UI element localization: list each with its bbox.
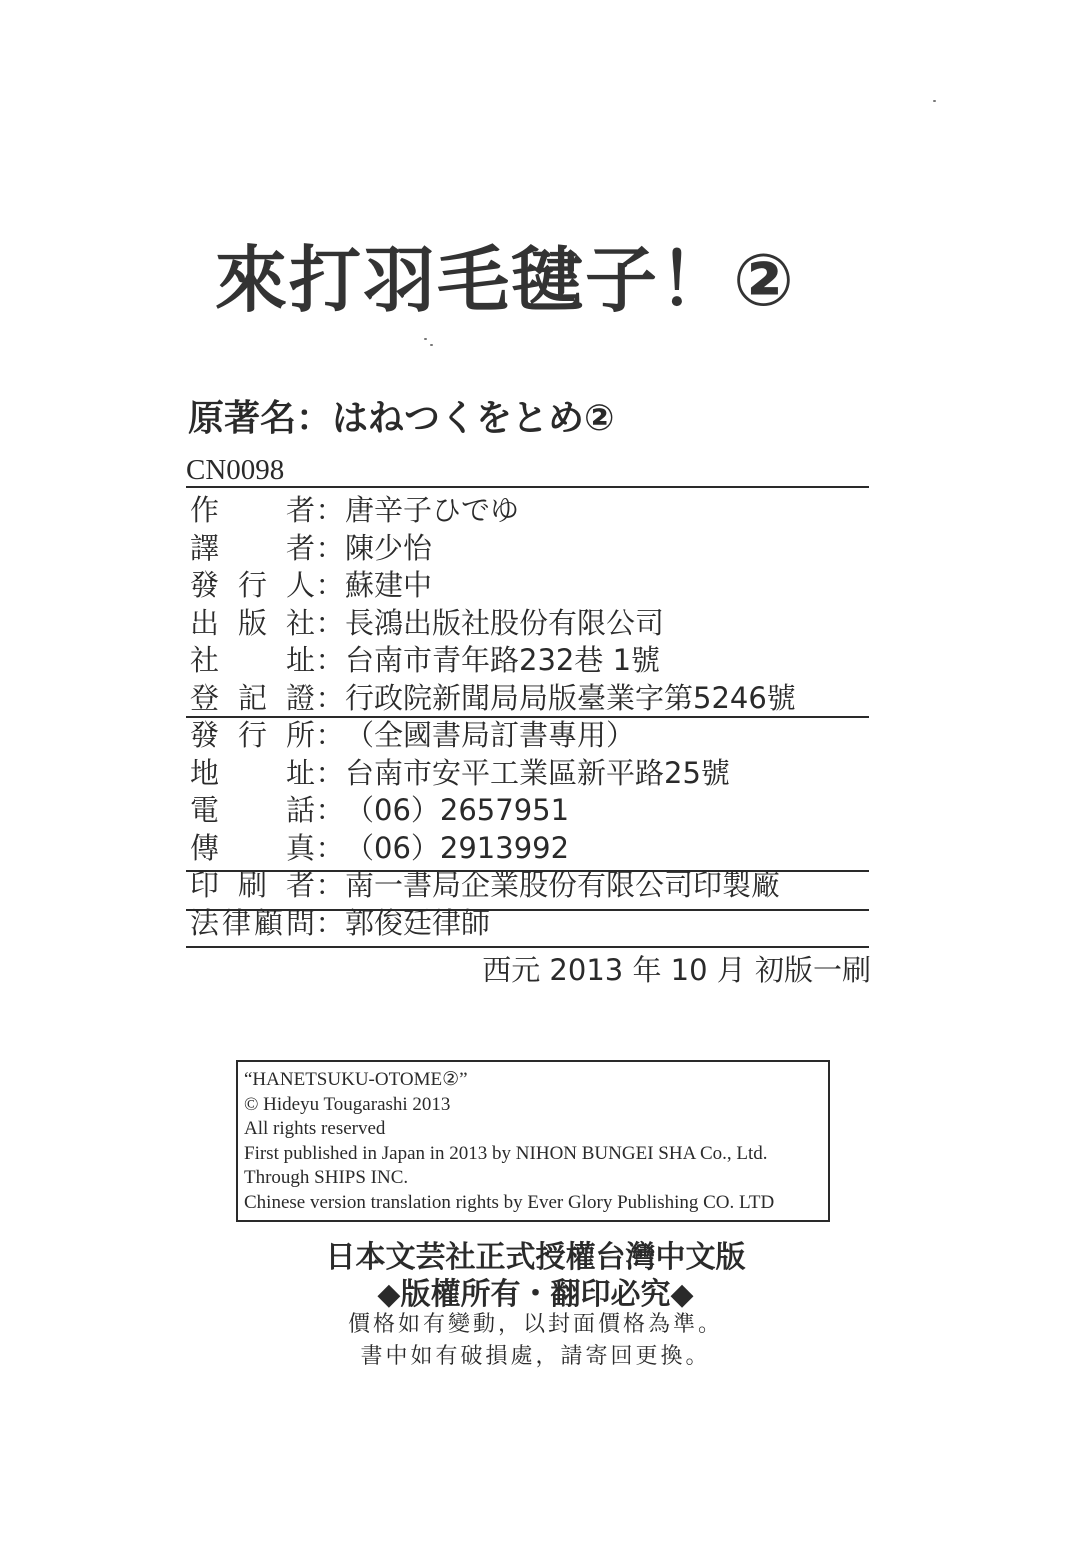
- credit-row: [190, 792, 870, 830]
- credit-label: [190, 905, 315, 940]
- credit-label-char: 址: [285, 755, 315, 790]
- credit-colon: ：: [315, 568, 345, 603]
- credit-row: [190, 492, 870, 530]
- credit-label-char: 法: [190, 905, 220, 940]
- credit-label-char: 者: [285, 493, 315, 528]
- scan-speck: [933, 100, 936, 102]
- credit-label-char: 所: [285, 718, 315, 753]
- credit-label-char: 社: [285, 605, 315, 640]
- credit-row: [190, 830, 870, 868]
- credit-label: [190, 643, 315, 678]
- credit-value: 蘇建中: [345, 568, 433, 603]
- credit-colon: ：: [315, 493, 345, 528]
- credit-label-char: 傳: [190, 830, 220, 865]
- credit-row: [190, 905, 870, 943]
- credit-label-char: 話: [285, 793, 315, 828]
- copyright-line: Through SHIPS INC.: [244, 1167, 409, 1189]
- credit-colon: ：: [315, 530, 345, 565]
- credit-value: 陳少怡: [345, 530, 433, 565]
- book-title: 來打羽毛毽子！②: [215, 238, 796, 322]
- edition-date: 西元 2013 年 10 月 初版一刷: [482, 953, 871, 987]
- credit-row: [190, 567, 870, 605]
- credit-label-char: 行: [237, 718, 267, 753]
- credit-label-char: 刷: [237, 868, 267, 903]
- credit-value: 台南市安平工業區新平路25號: [345, 755, 730, 790]
- credit-label-char: 者: [285, 868, 315, 903]
- credit-colon: ：: [315, 905, 345, 940]
- credit-value: 唐辛子ひでゆ: [345, 493, 520, 528]
- credit-value: （全國書局訂書專用）: [345, 718, 636, 753]
- credit-label-char: 地: [190, 755, 220, 790]
- credit-label-char: 出: [190, 605, 220, 640]
- credit-colon: ：: [315, 680, 345, 715]
- copyright-lines: [244, 1068, 774, 1216]
- copyright-line: Chinese version translation rights by Ever Glory Publishing CO. LTD: [244, 1191, 775, 1213]
- copyright-box: [236, 1060, 830, 1222]
- credit-row: [190, 755, 870, 793]
- credit-label-char: 印: [190, 868, 220, 903]
- credit-label-char: 發: [190, 568, 220, 603]
- credit-label: [190, 793, 315, 828]
- credit-value: （06）2657951: [345, 793, 570, 828]
- credit-colon: ：: [315, 868, 345, 903]
- credit-row: [190, 867, 870, 905]
- divider-line: [186, 486, 869, 488]
- authorization-notice: 日本文芸社正式授權台灣中文版: [325, 1240, 746, 1275]
- credit-label-char: 行: [237, 568, 267, 603]
- credit-row: [190, 605, 870, 643]
- credit-label-char: 電: [190, 793, 220, 828]
- credit-label: [190, 868, 315, 903]
- credit-label: [190, 680, 315, 715]
- credit-label: [190, 830, 315, 865]
- credit-label-char: 登: [190, 680, 220, 715]
- credit-label: [190, 530, 315, 565]
- credit-colon: ：: [315, 793, 345, 828]
- price-note: 價格如有變動，以封面價格為準。: [347, 1312, 723, 1337]
- credit-label-char: 者: [285, 530, 315, 565]
- credit-label-char: 發: [190, 718, 220, 753]
- credit-label-char: 譯: [190, 530, 220, 565]
- credit-label: [190, 605, 315, 640]
- credit-row: [190, 530, 870, 568]
- credit-label-char: 址: [285, 643, 315, 678]
- credit-row: [190, 717, 870, 755]
- credit-label-char: 記: [237, 680, 267, 715]
- rights-notice: ◆版權所有・翻印必究◆: [377, 1277, 694, 1312]
- credit-label: [190, 568, 315, 603]
- credit-colon: ：: [315, 755, 345, 790]
- credit-row: [190, 680, 870, 718]
- credit-value: 南一書局企業股份有限公司印製廠: [345, 868, 781, 903]
- credit-label-char: 版: [237, 605, 267, 640]
- credit-label-char: 作: [190, 493, 220, 528]
- scan-speck: [424, 338, 427, 340]
- credit-colon: ：: [315, 718, 345, 753]
- credit-label-char: 人: [285, 568, 315, 603]
- credit-colon: ：: [315, 830, 345, 865]
- damage-note: 書中如有破損處，請寄回更換。: [360, 1344, 711, 1369]
- credit-value: 台南市青年路232巷 1號: [345, 643, 661, 678]
- copyright-line: © Hideyu Tougarashi 2013: [244, 1093, 451, 1115]
- credit-value: 長鴻出版社股份有限公司: [345, 605, 665, 640]
- divider-line: [186, 946, 869, 948]
- original-title: 原著名：はねつくをとめ②: [188, 398, 615, 439]
- credits-list: [190, 492, 870, 942]
- credit-colon: ：: [315, 605, 345, 640]
- copyright-line: First published in Japan in 2013 by NIHON BUNGEI SHA Co., Ltd.: [244, 1142, 768, 1164]
- credit-value: （06）2913992: [345, 830, 570, 865]
- credit-label-char: 證: [285, 680, 315, 715]
- credit-colon: ：: [315, 643, 345, 678]
- credit-label-char: 律: [221, 905, 251, 940]
- copyright-line: “HANETSUKU-OTOME②”: [244, 1069, 468, 1090]
- credit-label: [190, 718, 315, 753]
- credit-label: [190, 493, 315, 528]
- credit-label-char: 問: [285, 905, 315, 940]
- credit-label-char: 顧: [253, 905, 283, 940]
- catalog-code: CN0098: [186, 454, 285, 486]
- credit-label: [190, 755, 315, 790]
- credit-value: 郭俊廷律師: [345, 905, 491, 940]
- scan-speck: [430, 344, 433, 346]
- credit-label-char: 真: [285, 830, 315, 865]
- copyright-line: All rights reserved: [244, 1118, 386, 1140]
- credit-row: [190, 642, 870, 680]
- credit-label-char: 社: [190, 643, 220, 678]
- credit-value: 行政院新聞局局版臺業字第5246號: [345, 680, 796, 715]
